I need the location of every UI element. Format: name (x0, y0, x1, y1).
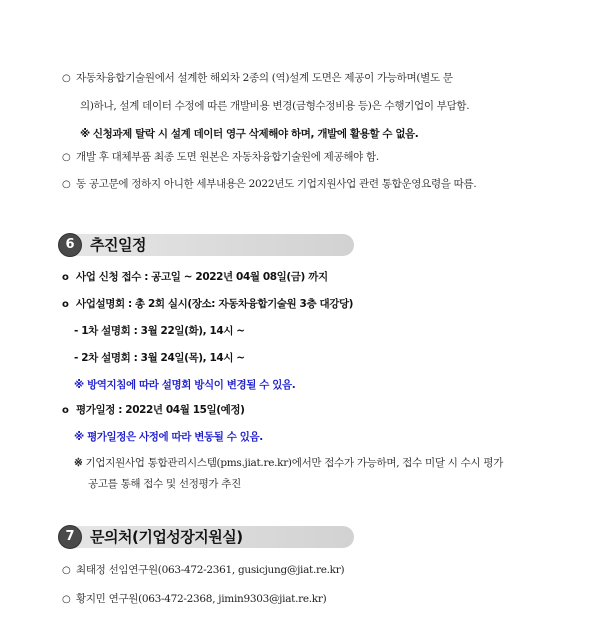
intro-item-2: ○ 개발 후 대체부품 최종 도면 원본은 자동차융합기술원에 제공해야 함. (62, 151, 379, 163)
schedule-briefing: o 사업설명회 : 총 2회 실시(장소: 자동차융합기술원 3층 대강당) (62, 298, 354, 310)
schedule-note-evaluation: ※ 평가일정은 사정에 따라 변동될 수 있음. (74, 431, 263, 443)
bold-circle-bullet-icon: o (62, 405, 69, 416)
circle-bullet-icon: ○ (62, 594, 71, 605)
circle-bullet-icon: ○ (62, 565, 71, 576)
contact-1: ○ 최태정 선임연구원(063-472-2361, gusicjung@jiat.re.kr) (62, 564, 345, 576)
intro-item-1-line-2: 의)하나, 설계 데이터 수정에 따른 개발비용 변경(금형수정비용 등)은 수행기업이 부담함. (80, 100, 470, 112)
section-7-title: 문의처(기업성장지원실) (90, 528, 243, 546)
section-7-number: 7 (58, 525, 82, 549)
schedule-evaluation: o 평가일정 : 2022년 04월 15일(예정) (62, 404, 245, 416)
section-7-header (58, 526, 354, 548)
section-6-title: 추진일정 (90, 236, 146, 254)
schedule-reference-line-2: 공고를 통해 접수 및 선정평가 추진 (88, 478, 241, 490)
bold-circle-bullet-icon: o (62, 272, 69, 283)
circle-bullet-icon: ○ (62, 73, 71, 84)
bold-circle-bullet-icon: o (62, 299, 69, 310)
schedule-briefing-2: - 2차 설명회 : 3월 24일(목), 14시 ~ (74, 352, 245, 364)
schedule-briefing-1: - 1차 설명회 : 3월 22일(화), 14시 ~ (74, 325, 245, 337)
circle-bullet-icon: ○ (62, 152, 71, 163)
schedule-reference-line-1: ※ 기업지원사업 통합관리시스템(pms.jiat.re.kr)에서만 접수가 가능하며, 접수 미달 시 수시 평가 (74, 457, 504, 469)
intro-item-3: ○ 동 공고문에 정하지 아니한 세부내용은 2022년도 기업지원사업 관련 통합운영요령을 따름. (62, 178, 477, 190)
schedule-apply: o 사업 신청 접수 : 공고일 ~ 2022년 04월 08일(금) 까지 (62, 271, 328, 283)
circle-bullet-icon: ○ (62, 179, 71, 190)
section-6-header (58, 234, 354, 256)
contact-2: ○ 황지민 연구원(063-472-2368, jimin9303@jiat.re.kr) (62, 593, 327, 605)
intro-item-1-line-1: ○ 자동차융합기술원에서 설계한 해외차 2종의 (역)설계 도면은 제공이 가능하며(별도 문 (62, 72, 453, 84)
section-6-number: 6 (58, 233, 82, 257)
intro-note-1: ※ 신청과제 탈락 시 설계 데이터 영구 삭제해야 하며, 개발에 활용할 수 없음. (80, 128, 419, 140)
schedule-note-briefing: ※ 방역지침에 따라 설명회 방식이 변경될 수 있음. (74, 379, 296, 391)
